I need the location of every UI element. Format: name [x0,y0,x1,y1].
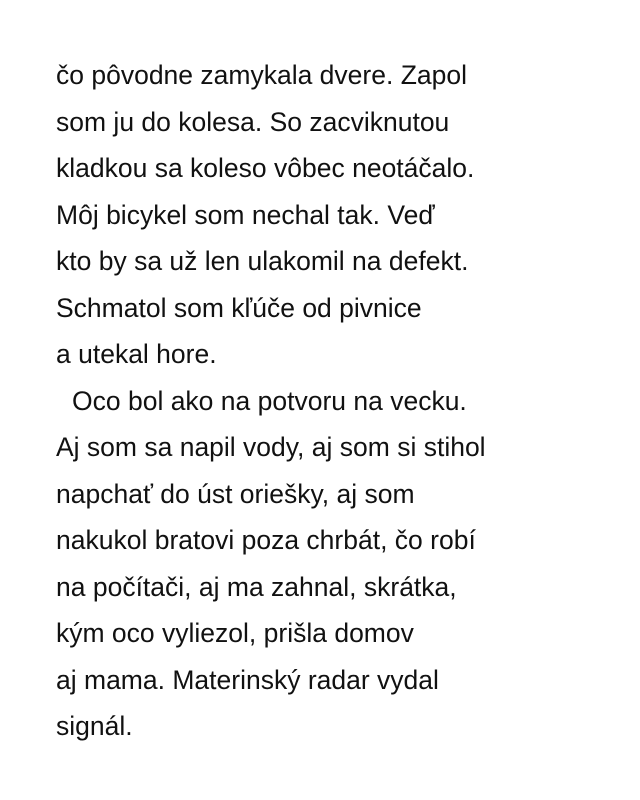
text-line: signál. [56,711,133,741]
text-line: som ju do kolesa. So zacviknutou [56,106,450,137]
text-line: nakukol bratovi poza chrbát, čo robí [56,525,476,555]
text-line: kým oco vyliezol, prišla domov [56,618,414,648]
text-line: Môj bicykel som nechal tak. Veď [56,199,435,230]
text-line: čo pôvodne zamykala dvere. Zapol [56,60,467,90]
text-line: kladkou sa koleso vôbec neotáčalo. [56,153,475,183]
text-line: na počítači, aj ma zahnal, skrátka, [56,571,457,602]
text-line: kto by sa už len ulakomil na defekt. [56,246,469,276]
paragraph-1 [56,52,600,378]
paragraph-2 [56,378,600,750]
text-line: napchať do úst oriešky, aj som [56,478,415,509]
text-line: Aj som sa napil vody, aj som si stihol [56,432,486,462]
text-line: Schmatol som kľúče od pivnice [56,292,422,323]
text-line: Oco bol ako na potvoru na vecku. [72,385,467,416]
text-line: a utekal hore. [56,339,217,369]
text-line: aj mama. Materinský radar vydal [56,664,439,695]
